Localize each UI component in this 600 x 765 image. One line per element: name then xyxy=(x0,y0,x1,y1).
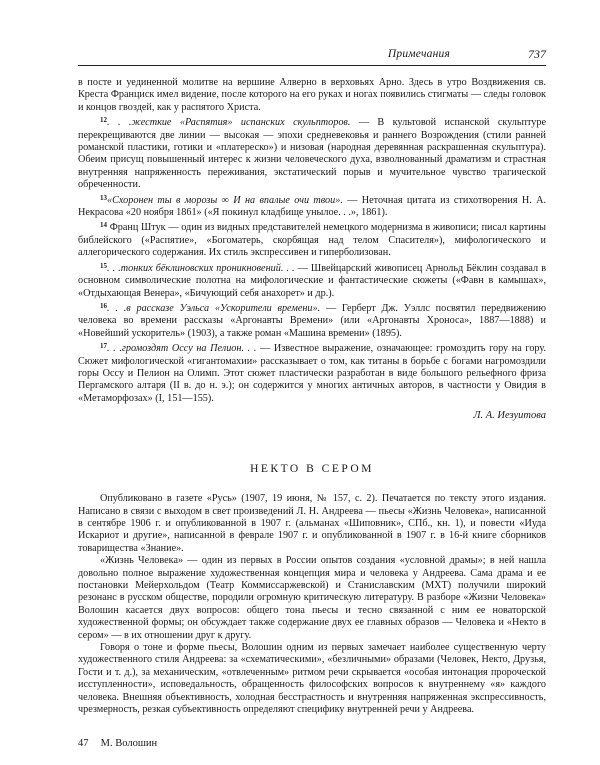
note-text: — Герберт Дж. Уэллс посвятил передвижению человека во времени рассказы «Аргонавты Времени» (или «Аргонавты Хроноса», 1887—1888) и «Новейший ускоритель» (1903), а также роман «Машина времени» (1895). xyxy=(78,302,546,339)
signature-author: М. Волошин xyxy=(100,738,158,749)
running-head-title: Примечания xyxy=(387,48,450,60)
note-text: — Неточная цитата из стихотворения Н. А. Некрасова «20 ноября 1861» («Я покинул кладбище унылое. . .», 1861). xyxy=(78,194,547,219)
section-paragraph-1: Опубликовано в газете «Русь» (1907, 19 июня, № 157, с. 2). Печатается по тексту этого издания. Написано в связи с выходом в свет произведений Л. Н. Андреева — пьесы «Жизнь Человека», написанной в сентябре 1906 г. и опубликованной в 1907 г. (альманах «Шиповник», СПб., кн. 1), и повести «Иуда Искариот и другие», написанной в феврале 1907 г. и опубликованной в 1907 г. в 16-й книге сборников товарищества «Знание». xyxy=(78,493,546,554)
note-number: 17 xyxy=(100,342,107,351)
commentator-signature: Л. А. Иезуитова xyxy=(473,410,546,422)
note-text: Франц Штук — один из видных представителей немецкого модернизма в живописи; писал картины библейского («Распятие», «Богоматерь, скорбящая над телом Спасителя»), мифологического и аллегорического содержания. Их стиль экспрессивен и гиперболизован. xyxy=(78,222,546,259)
note-continuation: в посте и уединенной молитве на вершине Алверно в верховьях Арно. Здесь в утро Воздвижения св. Креста Франциск имел видение, после которого на его руках и ногах появились стигматы — следы головок и концов гвоздей, как у распятого Христа. xyxy=(78,77,546,113)
note-number: 12 xyxy=(100,116,107,125)
note-lemma: . . .тонких бёклиновских проникновений. . . xyxy=(107,262,295,274)
note-text: — Известное выражение, означающее: громоздить гору на гору. Сюжет мифологической «гигантомахии» рассказывает о том, как титаны в борьбе с богами нагромоздили горы Оссу и Пелион на Олимп. Этот сюжет пластически разработан в виде большого рельефного фриза Пергамского алтаря (II в. до н. э.); он содержится у многих античных авторов, в частности у Овидия в «Метаморфозах» (I, 151—155). xyxy=(78,343,546,404)
page-body xyxy=(78,77,546,716)
section-paragraph-2: «Жизнь Человека» — один из первых в России опытов создания «условной драмы»; в ней нашла довольно полное выражение художественная концепция мира и человека у Андреева. Сама драма и ее постановки Мейерхольдом (Театр Коммиссаржевской) и Станиславским (МХТ) получили широкий резонанс в русском обществе, породили огромную критическую литературу. В разборе «Жизни Человека» Волошин касается двух вопросов: общего тона пьесы и тесно связанной с ним ее новаторской художественной формы; он обсуждает также содержание двух ее главных образов — Человека и «Некто в сером» — в их отношении друг к другу. xyxy=(78,555,546,641)
section-paragraph-3: Говоря о тоне и форме пьесы, Волошин одним из первых замечает наиболее существенную черту художественного стиля Андреева: за «схематическими», «безличными» образами (Человек, Некто, Друзья, Гости и т. д.), за механическим, «отвлеченным» ритмом речи скрывается «особая интонация пророческой исступленности», исповедальность, обращенность философских вопросов к внутреннему «я» каждого человека. Внешняя объективность, холодная бесстрастность и внутренняя напряженная экспрессивность, чрезмерность, резкая субъективность определяют специфику внутренней речи у Андреева. xyxy=(78,642,546,716)
note-number: 16 xyxy=(100,301,107,310)
section-title: НЕКТО В СЕРОМ xyxy=(250,463,374,476)
note-15 xyxy=(78,260,546,300)
note-14 xyxy=(78,219,546,259)
note-number: 13 xyxy=(100,193,107,202)
note-text: — В культовой испанской скульптуре перекрещиваются две линии — высокая — эпохи средневековья и раннего Возрождения (стили ранней романской пластики, готики и «платереско») и низовая (народная деревянная раскрашенная скульптура). Обеим присущ повышенный интерес к жизни человеческого духа, взволнованный драматизм и страстная внутренняя напряженность переживания, экстатический порыв и мучительное чувство трагической обреченности. xyxy=(78,117,546,191)
note-13 xyxy=(78,192,546,220)
note-lemma: «Схоронен ты в морозы ∞ И на впалые очи твои». xyxy=(107,194,343,206)
running-head xyxy=(78,47,546,66)
note-lemma: . . .жесткие «Распятия» испанских скульпторов. xyxy=(107,117,351,129)
note-16 xyxy=(78,300,546,340)
note-12 xyxy=(78,114,546,191)
note-number: 15 xyxy=(100,261,107,270)
printer-signature xyxy=(78,738,157,749)
signature-number: 47 xyxy=(78,738,89,749)
note-17 xyxy=(78,340,546,405)
page-number: 737 xyxy=(528,47,546,61)
note-text: — Швейцарский живописец Арнольд Бёклин создавал в основном символические полотна на мифологические и фантастические сюжеты («Фавн в камышах», «Отдыхающая Венера», «Бичующий себя анахорет» и др.). xyxy=(78,262,547,299)
note-number: 14 xyxy=(100,221,107,230)
note-lemma: . . .громоздят Оссу на Пелион. . . xyxy=(107,343,257,355)
note-lemma: . . .в рассказе Уэльса «Ускорители времени». xyxy=(107,302,321,314)
